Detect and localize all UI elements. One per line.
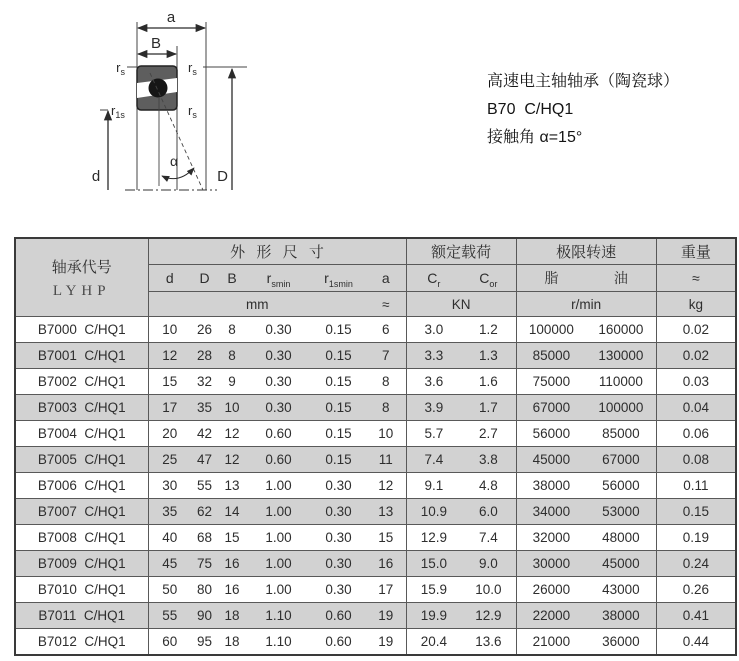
col-B: B	[218, 265, 246, 292]
cell-weight: 0.11	[656, 473, 736, 499]
cell-code: B7006 C/HQ1	[15, 473, 148, 499]
cell-cr: 20.4	[406, 629, 461, 656]
unit-rmin: r/min	[516, 292, 656, 317]
cell-cr: 3.6	[406, 369, 461, 395]
table-row	[15, 317, 736, 343]
cell-oil-speed: 45000	[586, 551, 656, 577]
cell-rsmin: 0.30	[246, 343, 311, 369]
cell-grease-speed: 34000	[516, 499, 586, 525]
table-row	[15, 629, 736, 656]
product-title: 高速电主轴轴承（陶瓷球）	[487, 73, 680, 90]
unit-kn: KN	[406, 292, 516, 317]
cell-r1smin: 0.15	[311, 421, 366, 447]
dim-B-label: B	[150, 35, 162, 52]
cell-a: 8	[366, 369, 406, 395]
cell-grease-speed: 67000	[516, 395, 586, 421]
bearing-diagram	[85, 8, 255, 208]
header-load-group: 额定载荷	[406, 238, 516, 265]
cell-cr: 3.3	[406, 343, 461, 369]
dim-D-label: D	[217, 168, 228, 185]
cell-r1smin: 0.15	[311, 369, 366, 395]
cell-weight: 0.06	[656, 421, 736, 447]
cell-r1smin: 0.15	[311, 317, 366, 343]
cell-D: 47	[191, 447, 218, 473]
cell-cor: 1.2	[461, 317, 516, 343]
header-bearing-code	[15, 238, 148, 317]
cell-code: B7004 C/HQ1	[15, 421, 148, 447]
cell-d: 20	[148, 421, 191, 447]
cell-D: 75	[191, 551, 218, 577]
cell-code: B7007 C/HQ1	[15, 499, 148, 525]
table-row	[15, 603, 736, 629]
table-row	[15, 551, 736, 577]
bearing-spec-table	[14, 237, 737, 656]
cell-code: B7010 C/HQ1	[15, 577, 148, 603]
cell-r1smin: 0.30	[311, 499, 366, 525]
col-cor: $C_{or}$	[461, 265, 516, 292]
cell-r1smin: 0.30	[311, 473, 366, 499]
alpha-label: α	[169, 153, 179, 169]
cell-r1smin: 0.30	[311, 551, 366, 577]
cell-D: 42	[191, 421, 218, 447]
cell-cor: 4.8	[461, 473, 516, 499]
cell-grease-speed: 32000	[516, 525, 586, 551]
cell-oil-speed: 67000	[586, 447, 656, 473]
cell-weight: 0.08	[656, 447, 736, 473]
cell-cr: 15.9	[406, 577, 461, 603]
table-row	[15, 577, 736, 603]
cell-cr: 9.1	[406, 473, 461, 499]
cell-cor: 12.9	[461, 603, 516, 629]
cell-rsmin: 0.60	[246, 447, 311, 473]
col-cr: $C_r$	[406, 265, 461, 292]
cell-grease-speed: 30000	[516, 551, 586, 577]
cell-D: 35	[191, 395, 218, 421]
cell-weight: 0.44	[656, 629, 736, 656]
cell-weight: 0.41	[656, 603, 736, 629]
cell-a: 8	[366, 395, 406, 421]
cell-code: B7011 C/HQ1	[15, 603, 148, 629]
cell-grease-speed: 38000	[516, 473, 586, 499]
cell-weight: 0.02	[656, 343, 736, 369]
header-dims-group: 外形尺寸	[148, 238, 406, 265]
table-body	[15, 317, 736, 656]
cell-a: 16	[366, 551, 406, 577]
cell-d: 60	[148, 629, 191, 656]
cell-rsmin: 0.30	[246, 369, 311, 395]
table-row	[15, 343, 736, 369]
cell-cor: 7.4	[461, 525, 516, 551]
cell-B: 18	[218, 629, 246, 656]
cell-rsmin: 0.30	[246, 395, 311, 421]
cell-cr: 12.9	[406, 525, 461, 551]
col-r1smin: $r_{1smin}$	[311, 265, 366, 292]
cell-a: 10	[366, 421, 406, 447]
dim-a-label: a	[166, 9, 176, 26]
col-D: D	[191, 265, 218, 292]
cell-r1smin: 0.60	[311, 629, 366, 656]
cell-oil-speed: 36000	[586, 629, 656, 656]
cell-d: 10	[148, 317, 191, 343]
cell-B: 18	[218, 603, 246, 629]
table-row	[15, 499, 736, 525]
cell-rsmin: 0.30	[246, 317, 311, 343]
cell-cr: 10.9	[406, 499, 461, 525]
cell-cor: 10.0	[461, 577, 516, 603]
cell-oil-speed: 160000	[586, 317, 656, 343]
col-oil: 油	[586, 265, 656, 292]
cell-code: B7005 C/HQ1	[15, 447, 148, 473]
contact-angle-text: 接触角 α=15°	[487, 129, 583, 146]
cell-oil-speed: 38000	[586, 603, 656, 629]
cell-d: 35	[148, 499, 191, 525]
cell-rsmin: 1.00	[246, 499, 311, 525]
cell-rsmin: 0.60	[246, 421, 311, 447]
cell-D: 68	[191, 525, 218, 551]
cell-code: B7001 C/HQ1	[15, 343, 148, 369]
cell-oil-speed: 56000	[586, 473, 656, 499]
cell-weight: 0.04	[656, 395, 736, 421]
cell-a: 7	[366, 343, 406, 369]
cell-oil-speed: 53000	[586, 499, 656, 525]
cell-rsmin: 1.10	[246, 629, 311, 656]
cell-rsmin: 1.00	[246, 551, 311, 577]
cell-weight: 0.02	[656, 317, 736, 343]
cell-grease-speed: 100000	[516, 317, 586, 343]
cell-D: 95	[191, 629, 218, 656]
unit-mm: mm	[148, 292, 366, 317]
cell-cor: 6.0	[461, 499, 516, 525]
cell-rsmin: 1.00	[246, 577, 311, 603]
cell-r1smin: 0.15	[311, 343, 366, 369]
cell-B: 8	[218, 343, 246, 369]
cell-weight: 0.26	[656, 577, 736, 603]
cell-B: 12	[218, 421, 246, 447]
cell-d: 17	[148, 395, 191, 421]
cell-d: 50	[148, 577, 191, 603]
table-row	[15, 369, 736, 395]
cell-code: B7003 C/HQ1	[15, 395, 148, 421]
cell-cr: 5.7	[406, 421, 461, 447]
cell-weight: 0.19	[656, 525, 736, 551]
cell-grease-speed: 85000	[516, 343, 586, 369]
cell-cor: 1.7	[461, 395, 516, 421]
cell-cor: 9.0	[461, 551, 516, 577]
cell-cr: 3.0	[406, 317, 461, 343]
ceramic-ball	[149, 79, 168, 98]
cell-cor: 13.6	[461, 629, 516, 656]
unit-kg: kg	[656, 292, 736, 317]
cell-rsmin: 1.10	[246, 603, 311, 629]
cell-oil-speed: 48000	[586, 525, 656, 551]
cell-d: 12	[148, 343, 191, 369]
col-rsmin: $r_{smin}$	[246, 265, 311, 292]
cell-grease-speed: 56000	[516, 421, 586, 447]
col-d: d	[148, 265, 191, 292]
cell-B: 14	[218, 499, 246, 525]
cell-r1smin: 0.30	[311, 577, 366, 603]
header-weight-group: 重量	[656, 238, 736, 265]
rs-top-right-label: $r_s$	[188, 60, 197, 77]
cell-r1smin: 0.60	[311, 603, 366, 629]
cell-a: 17	[366, 577, 406, 603]
cell-B: 16	[218, 551, 246, 577]
cell-D: 62	[191, 499, 218, 525]
cell-cr: 7.4	[406, 447, 461, 473]
cell-r1smin: 0.15	[311, 395, 366, 421]
cell-a: 6	[366, 317, 406, 343]
cell-D: 55	[191, 473, 218, 499]
cell-B: 10	[218, 395, 246, 421]
product-model: B70 C/HQ1	[487, 101, 574, 118]
cell-cor: 3.8	[461, 447, 516, 473]
rs-bottom-right-label: $r_s$	[188, 103, 197, 120]
cell-oil-speed: 100000	[586, 395, 656, 421]
header-code-title: 轴承代号	[51, 258, 112, 276]
cell-a: 15	[366, 525, 406, 551]
cell-rsmin: 1.00	[246, 473, 311, 499]
unit-a-approx: ≈	[366, 292, 406, 317]
table-row	[15, 421, 736, 447]
col-a: a	[366, 265, 406, 292]
cell-code: B7002 C/HQ1	[15, 369, 148, 395]
cell-grease-speed: 21000	[516, 629, 586, 656]
cell-cr: 3.9	[406, 395, 461, 421]
cell-B: 8	[218, 317, 246, 343]
cell-r1smin: 0.30	[311, 525, 366, 551]
table-row	[15, 395, 736, 421]
cell-D: 28	[191, 343, 218, 369]
cell-grease-speed: 26000	[516, 577, 586, 603]
header-speed-group: 极限转速	[516, 238, 656, 265]
cell-a: 11	[366, 447, 406, 473]
product-info	[487, 68, 679, 152]
cell-oil-speed: 85000	[586, 421, 656, 447]
cell-B: 13	[218, 473, 246, 499]
cell-cor: 2.7	[461, 421, 516, 447]
cell-code: B7000 C/HQ1	[15, 317, 148, 343]
r1s-bottom-left-label: $r_{1s}$	[111, 103, 125, 120]
cell-r1smin: 0.15	[311, 447, 366, 473]
cell-weight: 0.03	[656, 369, 736, 395]
cell-d: 55	[148, 603, 191, 629]
col-weight-approx: ≈	[656, 265, 736, 292]
cell-rsmin: 1.00	[246, 525, 311, 551]
table-row	[15, 525, 736, 551]
dim-d-label: d	[91, 168, 101, 185]
cell-weight: 0.24	[656, 551, 736, 577]
cell-d: 45	[148, 551, 191, 577]
cell-B: 15	[218, 525, 246, 551]
cell-d: 40	[148, 525, 191, 551]
cell-a: 12	[366, 473, 406, 499]
cell-oil-speed: 110000	[586, 369, 656, 395]
cell-code: B7009 C/HQ1	[15, 551, 148, 577]
cell-grease-speed: 75000	[516, 369, 586, 395]
table-row	[15, 447, 736, 473]
cell-B: 16	[218, 577, 246, 603]
cell-D: 32	[191, 369, 218, 395]
cell-grease-speed: 45000	[516, 447, 586, 473]
cell-D: 80	[191, 577, 218, 603]
col-grease: 脂	[516, 265, 586, 292]
cell-cor: 1.3	[461, 343, 516, 369]
cell-cr: 15.0	[406, 551, 461, 577]
cell-a: 19	[366, 603, 406, 629]
cell-D: 90	[191, 603, 218, 629]
cell-a: 19	[366, 629, 406, 656]
cell-B: 12	[218, 447, 246, 473]
cell-code: B7012 C/HQ1	[15, 629, 148, 656]
cell-oil-speed: 130000	[586, 343, 656, 369]
cell-oil-speed: 43000	[586, 577, 656, 603]
cell-weight: 0.15	[656, 499, 736, 525]
cell-D: 26	[191, 317, 218, 343]
cell-grease-speed: 22000	[516, 603, 586, 629]
rs-top-left-label: $r_s$	[116, 60, 125, 77]
cell-B: 9	[218, 369, 246, 395]
cell-d: 25	[148, 447, 191, 473]
brand-label: LYHP	[52, 282, 111, 299]
cell-cor: 1.6	[461, 369, 516, 395]
cell-code: B7008 C/HQ1	[15, 525, 148, 551]
cell-d: 30	[148, 473, 191, 499]
cell-d: 15	[148, 369, 191, 395]
cell-a: 13	[366, 499, 406, 525]
table-row	[15, 473, 736, 499]
cell-cr: 19.9	[406, 603, 461, 629]
angle-arc	[162, 168, 194, 179]
